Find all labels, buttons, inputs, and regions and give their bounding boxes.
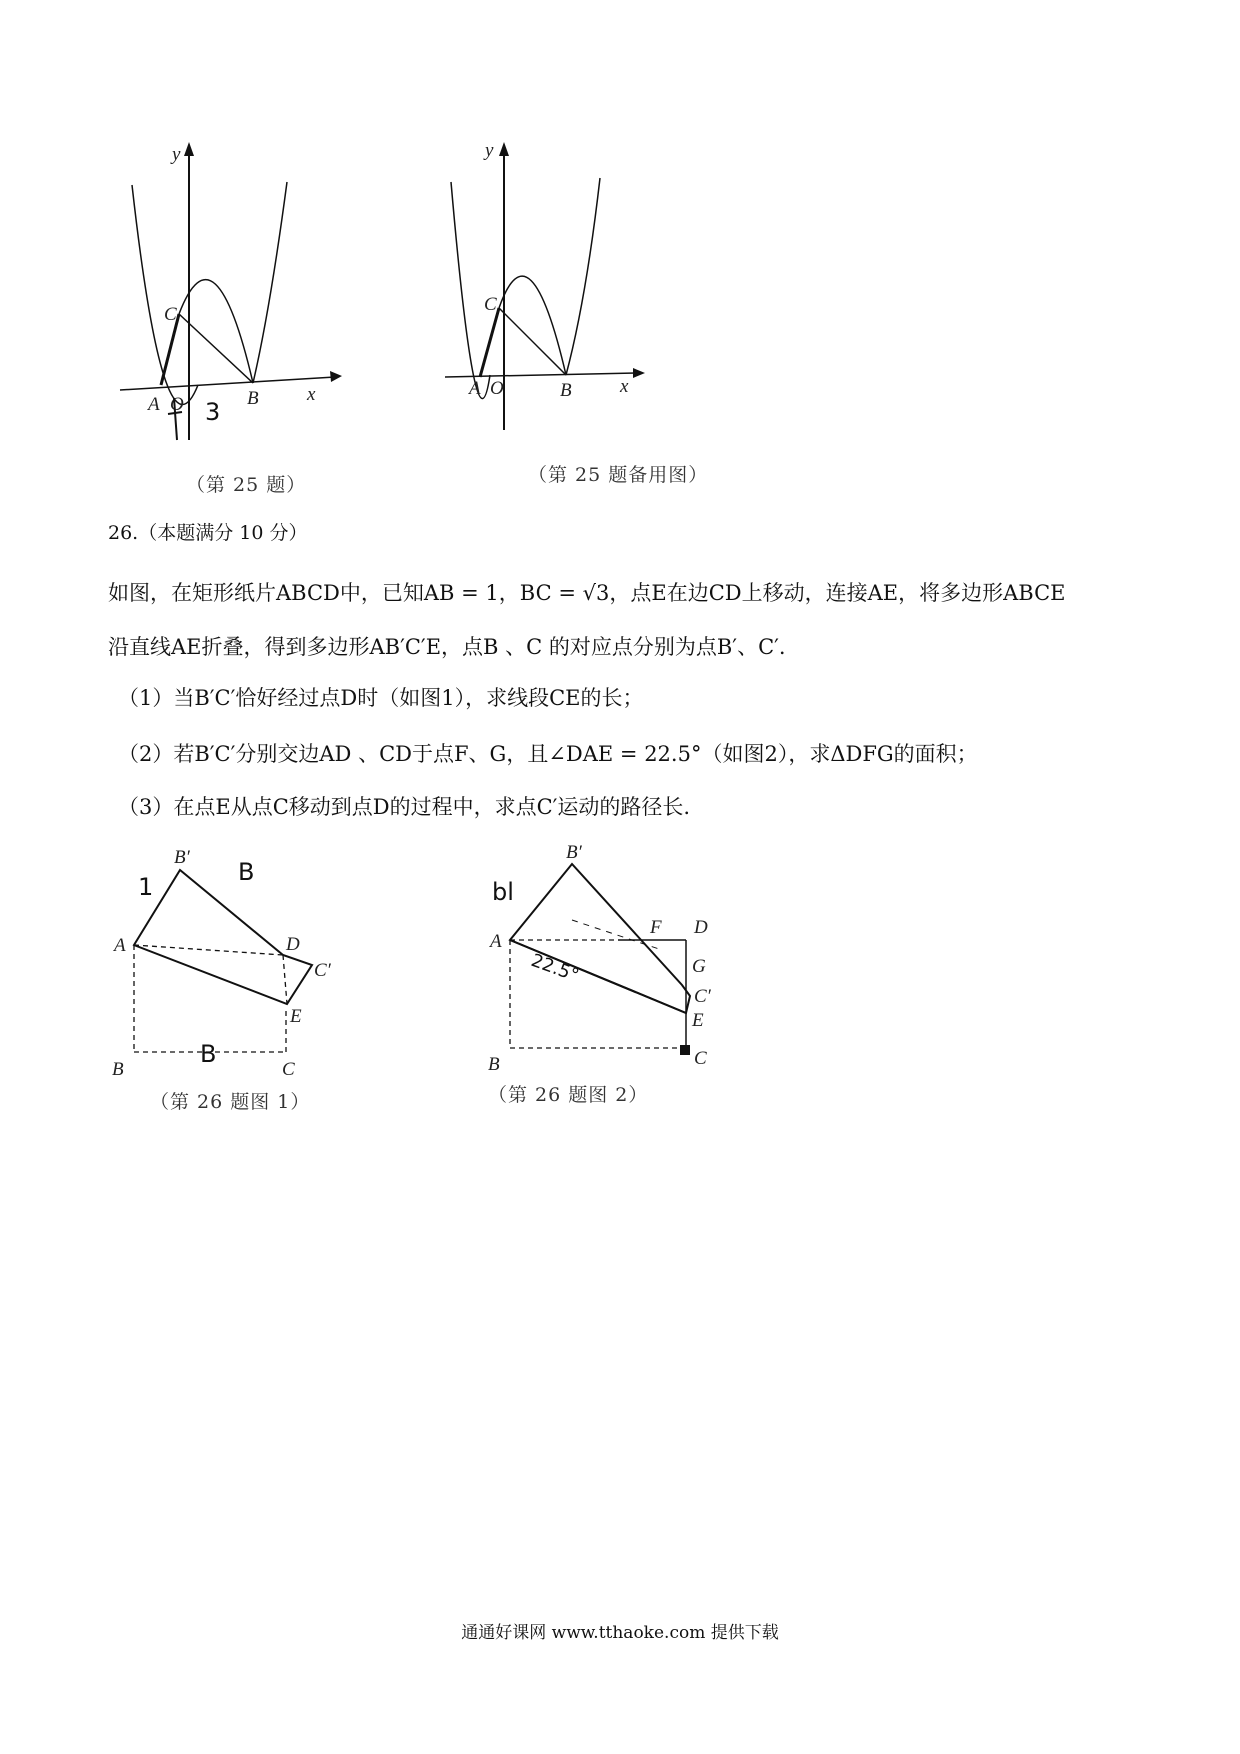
point-c-label: C [282, 1059, 295, 1080]
point-c-label: C [164, 304, 177, 325]
figure-26-1-caption: （第 26 题图 1） [150, 1091, 311, 1113]
point-a-label: A [469, 378, 481, 399]
point-d-label: D [694, 917, 708, 938]
point-a-label: A [114, 935, 126, 956]
point-f-label: F [650, 917, 662, 938]
parabola-graph [110, 140, 360, 460]
figure-25-backup-caption: （第 25 题备用图） [528, 464, 709, 486]
point-o-label: O [490, 378, 504, 399]
question-heading: 26.（本题满分 10 分） [108, 522, 308, 544]
point-b-prime-label: B′ [174, 847, 190, 868]
point-g-label: G [692, 956, 706, 977]
ink-blot [680, 1045, 690, 1055]
question-part1: （1）当B′C′恰好经过点D时（如图1），求线段CE的长； [118, 686, 644, 710]
point-c-label: C [484, 294, 497, 315]
y-axis-label: y [172, 144, 181, 165]
parabola-backup-graph [440, 140, 690, 460]
question-part3: （3）在点E从点C移动到点D的过程中，求点C′运动的路径长. [118, 795, 691, 819]
point-o-label: O [170, 394, 184, 415]
y-axis-label: y [485, 140, 494, 161]
point-d-label: D [286, 934, 300, 955]
handwritten-b-bottom: B [200, 1040, 217, 1068]
point-c-prime-label: C′ [694, 986, 711, 1007]
handwritten-note: bl [492, 878, 514, 906]
figure-25-backup [440, 140, 690, 460]
handwritten-3: 3 [205, 398, 221, 426]
figure-26-1 [108, 830, 388, 1080]
point-c-prime-label: C′ [314, 960, 331, 981]
page-footer: 通通好课网 www.tthaoke.com 提供下载 [461, 1623, 779, 1643]
point-b-label: B [560, 380, 572, 401]
handwritten-angle: 22.5° [528, 949, 582, 987]
point-a-label: A [490, 931, 502, 952]
x-axis-label: x [620, 376, 629, 397]
point-e-label: E [692, 1010, 704, 1031]
point-c-label: C [694, 1048, 707, 1069]
fold-diagram-1 [108, 830, 388, 1080]
figure-26-2 [482, 830, 762, 1080]
handwritten-b-top: B [238, 858, 255, 886]
point-e-label: E [290, 1006, 302, 1027]
x-axis-label: x [307, 384, 316, 405]
point-b-label: B [112, 1059, 124, 1080]
point-b-label: B [488, 1054, 500, 1075]
figure-25-caption: （第 25 题） [186, 474, 307, 496]
question-part2: （2）若B′C′分别交边AD 、CD于点F、G，且∠DAE = 22.5°（如图2），求ΔDFG的面积； [118, 742, 978, 766]
fold-diagram-2 [482, 830, 762, 1080]
question-stem-line1: 如图，在矩形纸片ABCD中，已知AB = 1，BC = √3，点E在边CD上移动，连接AE，将多边形ABCE [108, 581, 1066, 605]
point-a-label: A [148, 394, 160, 415]
point-b-label: B [247, 388, 259, 409]
figure-26-2-caption: （第 26 题图 2） [488, 1084, 649, 1106]
point-b-prime-label: B′ [566, 842, 582, 863]
figure-25 [110, 140, 360, 460]
handwritten-1: 1 [138, 873, 154, 901]
question-stem-line2: 沿直线AE折叠，得到多边形AB′C′E，点B 、C 的对应点分别为点B′、C′. [108, 635, 786, 659]
